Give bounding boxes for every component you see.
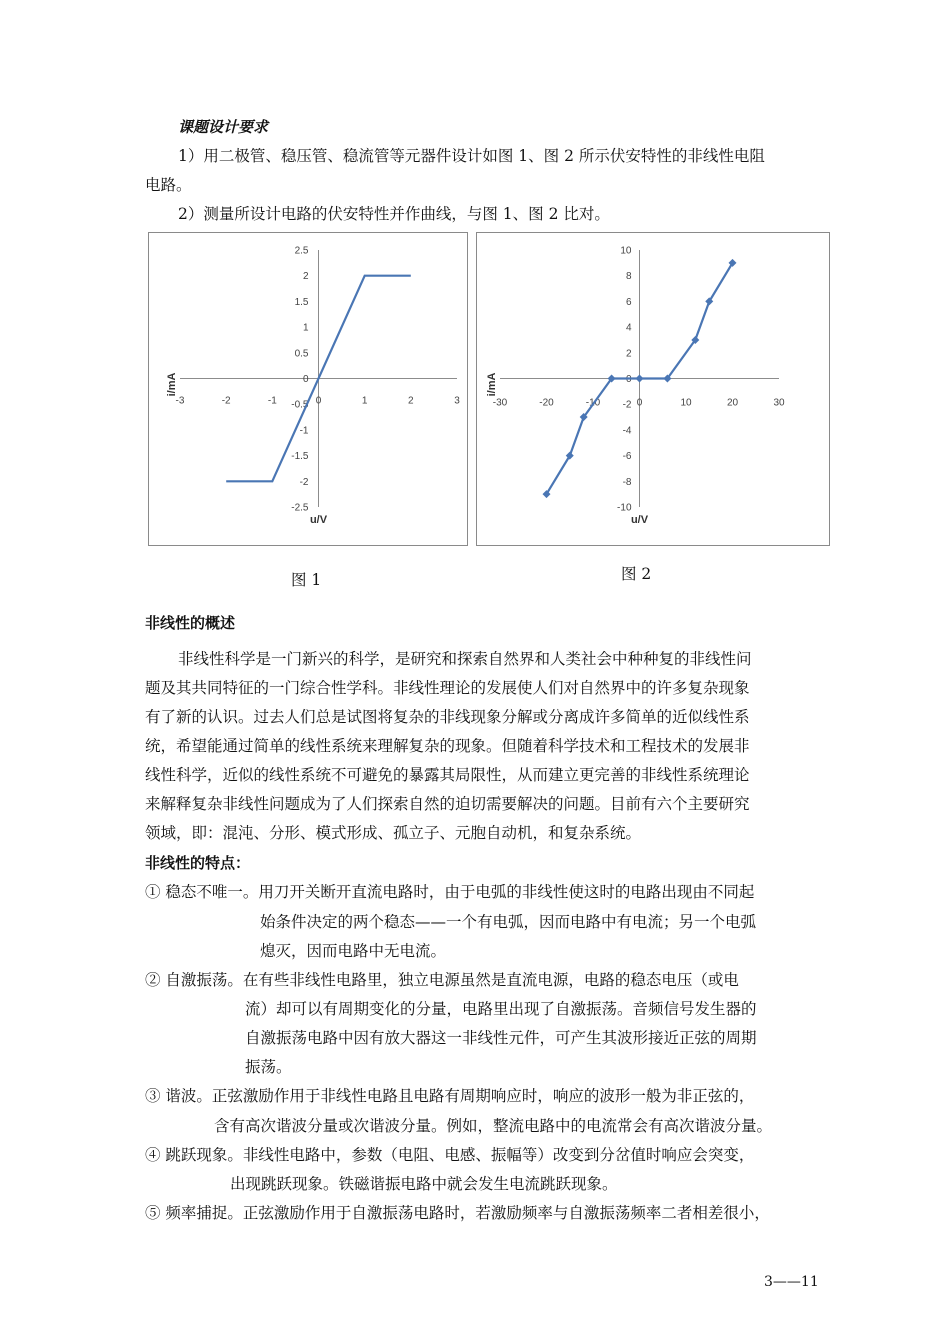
requirement-1-line-2: 电路。 xyxy=(145,176,192,194)
feature-1-line: 熄灭，因而电路中无电流。 xyxy=(260,942,447,960)
requirement-1-line-1: 1）用二极管、稳压管、稳流管等元器件设计如图 1、图 2 所示伏安特性的非线性电阻 xyxy=(178,147,765,165)
figure-2-svg xyxy=(477,233,829,545)
x-tick-label: -10 xyxy=(585,397,601,409)
x-tick-label: -2 xyxy=(221,395,231,407)
y-tick-label: 2 xyxy=(302,271,309,283)
feature-4-line: ④ 跳跃现象。非线性电路中，参数（电阻、电感、振幅等）改变到分岔值时响应会突变， xyxy=(145,1146,755,1164)
figure-1-svg xyxy=(149,233,467,545)
x-tick-label: 30 xyxy=(773,397,785,409)
y-tick-label: -2 xyxy=(622,399,632,411)
feature-4-line: 出现跳跃现象。铁磁谐振电路中就会发生电流跳跃现象。 xyxy=(230,1175,618,1193)
figure-1-chart xyxy=(148,232,468,546)
overview-line: 线性科学，近似的线性系统不可避免的暴露其局限性，从而建立更完善的非线性系统理论 xyxy=(145,766,750,784)
y-axis-label: i/mA xyxy=(486,372,498,397)
overview-line: 统，希望能通过简单的线性系统来理解复杂的现象。但随着科学技术和工程技术的发展非 xyxy=(145,737,750,755)
overview-line: 来解释复杂非线性问题成为了人们探索自然的迫切需要解决的问题。目前有六个主要研究 xyxy=(145,795,750,813)
feature-3-line: 含有高次谐波分量或次谐波分量。例如，整流电路中的电流常会有高次谐波分量。 xyxy=(214,1117,773,1135)
figure-2-caption: 图 2 xyxy=(621,565,652,583)
x-tick-label: 3 xyxy=(454,395,460,407)
y-axis-label: i/mA xyxy=(166,372,178,397)
feature-2-line: 振荡。 xyxy=(245,1058,292,1076)
x-tick-label: 0 xyxy=(636,397,643,409)
x-axis-label: u/V xyxy=(309,514,328,526)
features-title: 非线性的特点： xyxy=(145,854,251,872)
y-tick-label: -6 xyxy=(622,451,632,463)
feature-5-line: ⑤ 频率捕捉。正弦激励作用于自激振荡电路时，若激励频率与自激振荡频率二者相差很小， xyxy=(145,1204,770,1222)
y-tick-label: -2.5 xyxy=(291,502,309,514)
y-tick-label: -8 xyxy=(622,476,632,488)
y-tick-label: 0 xyxy=(302,374,309,385)
requirement-2: 2）测量所设计电路的伏安特性并作曲线，与图 1、图 2 比对。 xyxy=(178,205,610,223)
x-tick-label: 10 xyxy=(680,397,692,409)
overview-line: 有了新的认识。过去人们总是试图将复杂的非线现象分解或分离成许多简单的近似线性系 xyxy=(145,708,750,726)
x-tick-label: 0 xyxy=(315,395,322,407)
y-tick-label: -1.5 xyxy=(291,451,309,463)
section-title: 课题设计要求 xyxy=(178,118,269,136)
y-tick-label: -2 xyxy=(299,476,309,488)
overview-line: 题及其共同特征的一门综合性学科。非线性理论的发展使人们对自然界中的许多复杂现象 xyxy=(145,679,750,697)
overview-line: 领域，即：混沌、分形、模式形成、孤立子、元胞自动机，和复杂系统。 xyxy=(145,824,642,842)
y-tick-label: -4 xyxy=(622,425,632,437)
x-tick-label: 2 xyxy=(408,395,414,407)
feature-2-line: 自激振荡电路中因有放大器这一非线性元件，可产生其波形接近正弦的周期 xyxy=(245,1029,757,1047)
x-tick-label: -30 xyxy=(492,397,508,409)
y-tick-label: 1 xyxy=(302,322,309,334)
figure-2-chart xyxy=(476,232,830,546)
y-tick-label: 2 xyxy=(625,348,632,360)
y-tick-label: 0.5 xyxy=(294,348,309,360)
y-tick-label: -1 xyxy=(299,425,309,437)
y-tick-label: 0 xyxy=(625,374,632,385)
y-tick-label: 6 xyxy=(625,296,632,308)
x-axis-label: u/V xyxy=(630,514,649,526)
x-tick-label: -1 xyxy=(267,395,277,407)
y-tick-label: -0.5 xyxy=(291,399,309,411)
feature-1-line: ① 稳态不唯一。用刀开关断开直流电路时，由于电弧的非线性使这时的电路出现由不同起 xyxy=(145,883,755,901)
x-tick-label: -20 xyxy=(539,397,554,409)
page-number: 3——11 xyxy=(764,1274,819,1290)
y-tick-label: 1.5 xyxy=(294,296,309,308)
feature-2-line: ② 自激振荡。在有些非线性电路里，独立电源虽然是直流电源，电路的稳态电压（或电 xyxy=(145,971,739,989)
y-tick-label: 2.5 xyxy=(294,245,309,257)
y-tick-label: 10 xyxy=(620,245,632,257)
y-tick-label: 4 xyxy=(625,322,632,334)
y-tick-label: 8 xyxy=(625,271,632,283)
x-tick-label: -3 xyxy=(175,395,185,407)
x-tick-label: 20 xyxy=(726,397,739,409)
data-point-marker xyxy=(636,375,644,383)
overview-title: 非线性的概述 xyxy=(145,614,236,632)
feature-3-line: ③ 谐波。正弦激励作用于非线性电路且电路有周期响应时，响应的波形一般为非正弦的， xyxy=(145,1087,755,1105)
x-tick-label: 1 xyxy=(361,395,368,407)
y-tick-label: -10 xyxy=(617,502,632,514)
figure-1-caption: 图 1 xyxy=(291,571,322,589)
feature-1-line: 始条件决定的两个稳态——一个有电弧，因而电路中有电流；另一个电弧 xyxy=(260,913,757,931)
feature-2-line: 流）却可以有周期变化的分量，电路里出现了自激振荡。音频信号发生器的 xyxy=(245,1000,757,1018)
overview-line: 非线性科学是一门新兴的科学，是研究和探索自然界和人类社会中种种复的非线性问 xyxy=(178,650,752,668)
